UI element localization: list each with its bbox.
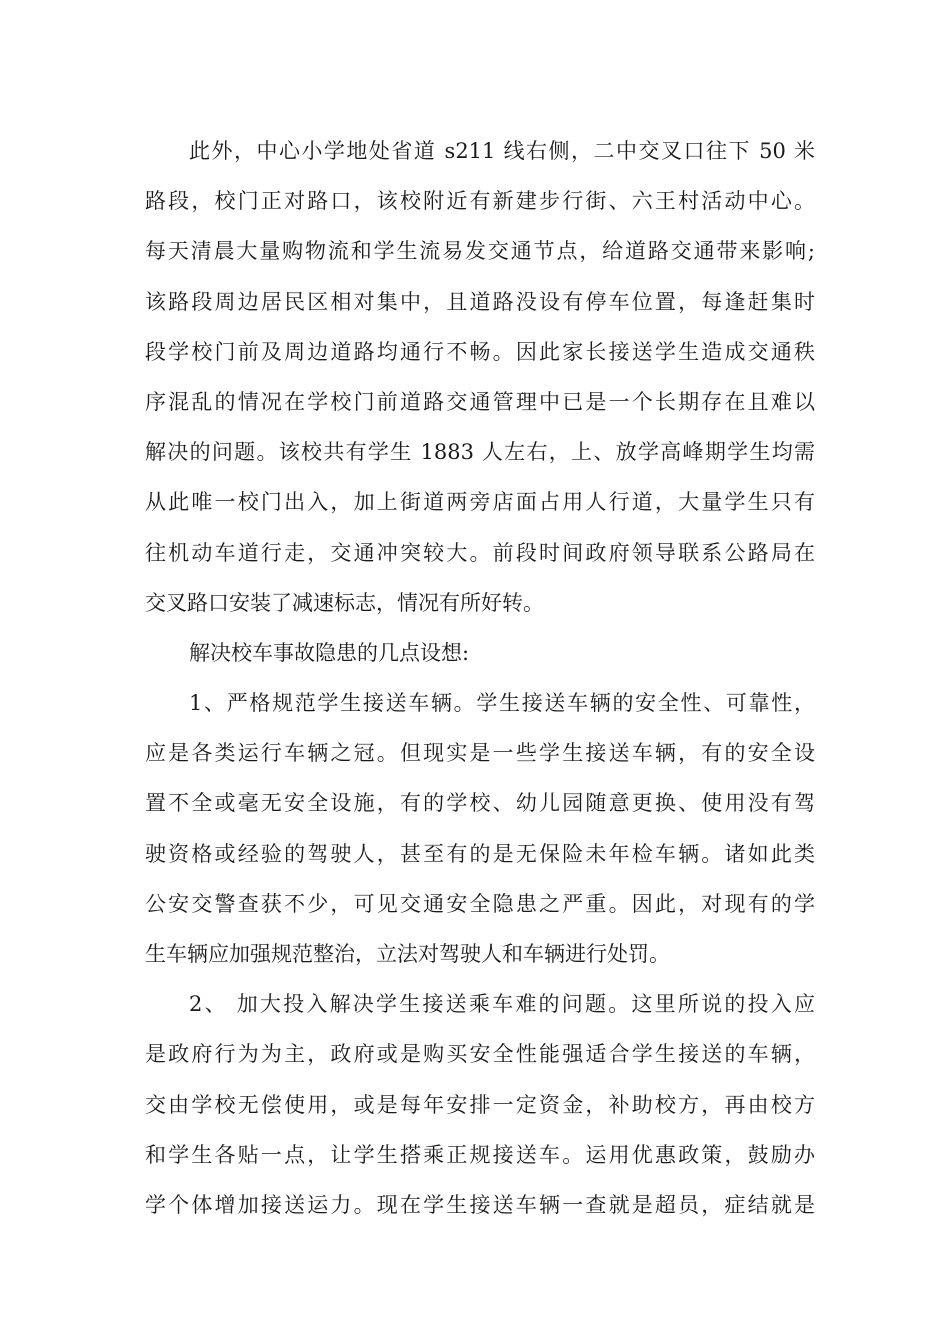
- text-line: 生车辆应加强规范整治，立法对驾驶人和车辆进行处罚。: [145, 942, 670, 966]
- text-line: 该路段周边居民区相对集中，且道路没设有停车位置，每逢赶集时: [145, 289, 815, 314]
- text-line: 1、严格规范学生接送车辆。学生接送车辆的安全性、可靠性，: [189, 691, 815, 716]
- text-line: 驶资格或经验的驾驶人，甚至有的是无保险未年检车辆。诸如此类: [145, 841, 815, 866]
- text-line: 段学校门前及周边道路均通行不畅。因此家长接送学生造成交通秩: [145, 339, 815, 364]
- text-line: 路段，校门正对路口，该校附近有新建步行街、六王村活动中心。: [145, 189, 815, 214]
- text-line: 此外，中心小学地处省道 s211 线右侧，二中交叉口往下 50 米: [189, 139, 815, 163]
- text-line: 2、 加大投入解决学生接送乘车难的问题。这里所说的投入应: [189, 992, 815, 1017]
- text-line: 公安交警查获不少，可见交通安全隐患之严重。因此，对现有的学: [145, 891, 815, 916]
- text-line: 从此唯一校门出入，加上街道两旁店面占用人行道，大量学生只有: [145, 490, 815, 515]
- text-line: 解决的问题。该校共有学生 1883 人左右，上、放学高峰期学生均需: [145, 440, 815, 465]
- text-line: 学个体增加接送运力。现在学生接送车辆一查就是超员，症结就是: [145, 1192, 815, 1217]
- body-text: [145, 126, 815, 1230]
- section-heading: 解决校车事故隐患的几点设想:: [189, 640, 470, 665]
- text-line: 往机动车道行走，交通冲突较大。前段时间政府领导联系公路局在: [145, 540, 815, 565]
- text-line: 置不全或毫无安全设施，有的学校、幼儿园随意更换、使用没有驾: [145, 791, 815, 816]
- text-line: 每天清晨大量购物流和学生流易发交通节点，给道路交通带来影响;: [145, 239, 815, 264]
- text-line: 交叉路口安装了减速标志，情况有所好转。: [145, 590, 544, 615]
- text-line: 是政府行为为主，政府或是购买安全性能强适合学生接送的车辆，: [145, 1042, 815, 1067]
- text-line: 交由学校无偿使用，或是每年安排一定资金，补助校方，再由校方: [145, 1092, 815, 1117]
- text-line: 和学生各贴一点，让学生搭乘正规接送车。运用优惠政策，鼓励办: [145, 1142, 815, 1167]
- text-line: 应是各类运行车辆之冠。但现实是一些学生接送车辆，有的安全设: [145, 741, 815, 766]
- text-line: 序混乱的情况在学校门前道路交通管理中已是一个长期存在且难以: [145, 389, 815, 414]
